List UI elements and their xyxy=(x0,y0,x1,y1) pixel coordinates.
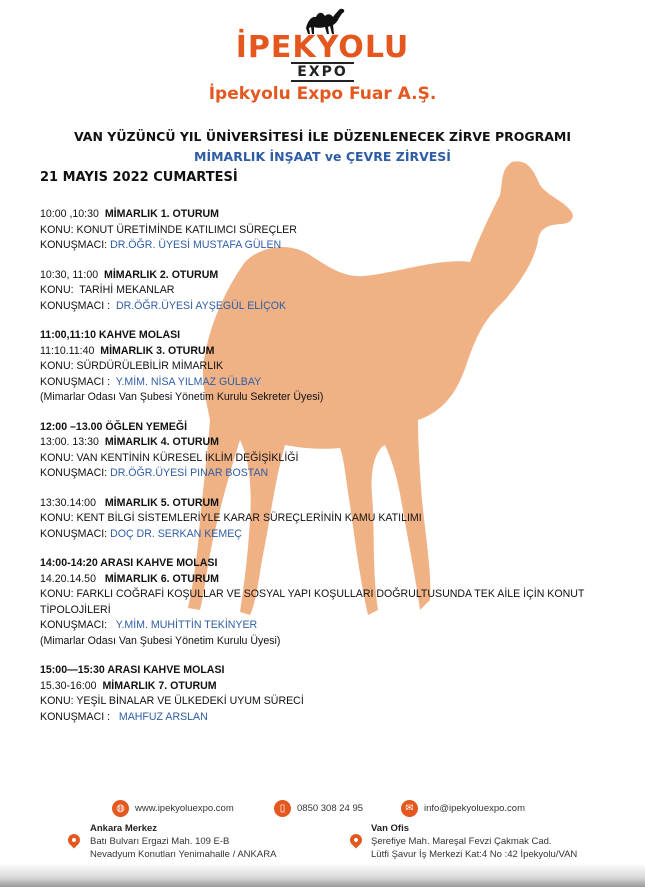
session-title: MİMARLIK 4. OTURUM xyxy=(104,436,219,448)
session-topic: KONU: KONUT ÜRETİMİNDE KATILIMCI SÜREÇLER xyxy=(40,223,297,236)
logo-wordmark: İPEKYOLU xyxy=(235,30,410,65)
speaker-name: DR.ÖĞR.ÜYESİ AYŞEGÜL ELİÇOK xyxy=(115,299,287,312)
session-block xyxy=(40,663,600,725)
session-title: MİMARLIK 1. OTURUM xyxy=(104,208,219,220)
session-title: MİMARLIK 7. OTURUM xyxy=(102,679,217,692)
logo-expo: EXPO xyxy=(0,64,645,80)
session-heading xyxy=(40,344,600,360)
location-pin-icon xyxy=(66,832,83,849)
session-topic: KONU: KENT BİLGİ SİSTEMLERİYLE KARAR SÜREÇLERİNİN KAMU KATILIMI xyxy=(40,512,422,524)
van-office-title: Van Ofis xyxy=(371,823,410,834)
session-time: 10:00 ,10:30 xyxy=(40,208,99,220)
van-address-line2: Lütfi Şavur İş Merkezi Kat:4 No :42 İpekyolu/VAN xyxy=(371,849,578,860)
session-speaker: KONUŞMACI: DR.ÖĞR.ÜYESİ PINAR BOSTAN xyxy=(40,467,269,479)
session-time: 11:10.11:40 xyxy=(40,344,95,357)
globe-icon: ◍ xyxy=(112,800,129,817)
ankara-office-title: Ankara Merkez xyxy=(90,823,158,834)
phone-number[interactable]: 0850 308 24 95 xyxy=(297,803,364,814)
speaker-name: DR.ÖĞR.ÜYESİ PINAR BOSTAN xyxy=(110,467,269,479)
session-time: 13:00. 13:30 xyxy=(40,436,99,448)
email-link[interactable]: info@ipekyoluexpo.com xyxy=(424,803,526,814)
van-address-line1: Şerefiye Mah. Mareşal Fevzi Çakmak Cad. xyxy=(371,836,552,847)
session-heading xyxy=(40,679,600,695)
session-speaker: KONUŞMACI : Y.MİM. NİSA YILMAZ GÜLBAY xyxy=(40,375,262,388)
bottom-bar xyxy=(0,863,645,887)
break-line: 11:00,11:10 KAHVE MOLASI xyxy=(40,329,181,341)
session-topic: KONU: FARKLI COĞRAFİ KOŞULLAR VE SOSYAL YAPI KOŞULLARI DOĞRULTUSUNDA TEK AİLE İÇİN KONUT TİPOLOJİLERİ xyxy=(40,588,585,616)
break-line: 15:00—15:30 ARASI KAHVE MOLASI xyxy=(40,664,225,676)
session-heading xyxy=(40,268,600,284)
session-time: 14.20.14.50 xyxy=(40,572,96,585)
speaker-note: (Mimarlar Odası Van Şubesi Yönetim Kurulu Üyesi) xyxy=(40,634,281,647)
session-speaker: KONUŞMACI: DOÇ DR. SERKAN KEMEÇ xyxy=(40,527,242,540)
speaker-name: DR.ÖĞR. ÜYESİ MUSTAFA GÜLEN xyxy=(110,239,282,251)
ankara-address-line2: Nevadyum Konutları Yenimahalle / ANKARA xyxy=(90,849,277,860)
session-title: MİMARLIK 2. OTURUM xyxy=(104,268,219,281)
session-block xyxy=(40,496,600,543)
program-list xyxy=(40,207,600,739)
session-speaker: KONUŞMACI : MAHFUZ ARSLAN xyxy=(40,710,208,723)
session-time: 15.30-16:00 xyxy=(40,679,97,692)
session-heading xyxy=(40,496,600,512)
session-heading xyxy=(40,435,600,451)
speaker-note: (Mimarlar Odası Van Şubesi Yönetim Kurulu Sekreter Üyesi) xyxy=(40,391,324,403)
break-line: 14:00-14:20 ARASI KAHVE MOLASI xyxy=(40,557,218,569)
ankara-address-line1: Batı Bulvarı Ergazi Mah. 109 E-B xyxy=(90,836,230,847)
summit-title: MİMARLIK İNŞAAT ve ÇEVRE ZİRVESİ xyxy=(194,149,451,164)
session-heading xyxy=(40,572,600,588)
program-title: VAN YÜZÜNCÜ YIL ÜNİVERSİTESİ İLE DÜZENLENECEK ZİRVE PROGRAMI xyxy=(73,129,572,144)
website-link[interactable]: www.ipekyoluexpo.com xyxy=(135,803,234,814)
session-time: 10:30, 11:00 xyxy=(40,268,99,281)
session-title: MİMARLIK 6. OTURUM xyxy=(104,572,219,585)
session-block xyxy=(40,268,600,315)
session-heading xyxy=(40,207,600,223)
location-pin-icon xyxy=(348,832,365,849)
session-topic: KONU: TARİHİ MEKANLAR xyxy=(40,284,175,296)
session-title: MİMARLIK 5. OTURUM xyxy=(104,496,219,509)
session-topic: KONU: VAN KENTİNİN KÜRESEL İKLİM DEĞİŞİKLİĞİ xyxy=(40,451,299,464)
session-block xyxy=(40,328,600,406)
session-speaker: KONUŞMACI : DR.ÖĞR.ÜYESİ AYŞEGÜL ELİÇOK xyxy=(40,299,287,312)
session-topic: KONU: YEŞİL BİNALAR VE ÜLKEDEKİ UYUM SÜRECİ xyxy=(40,695,304,707)
speaker-name: MAHFUZ ARSLAN xyxy=(118,710,208,723)
session-block xyxy=(40,207,600,254)
phone-icon: ▯ xyxy=(274,800,291,817)
company-name: İpekyolu Expo Fuar A.Ş. xyxy=(208,84,437,104)
session-block xyxy=(40,556,600,649)
session-speaker: KONUŞMACI: DR.ÖĞR. ÜYESİ MUSTAFA GÜLEN xyxy=(40,239,282,251)
session-title: MİMARLIK 3. OTURUM xyxy=(100,344,215,357)
session-time: 13:30.14:00 xyxy=(40,496,96,509)
break-line: 12:00 –13.00 ÖĞLEN YEMEĞİ xyxy=(40,420,188,433)
session-topic: KONU: SÜRDÜRÜLEBİLİR MİMARLIK xyxy=(40,360,224,372)
mail-icon: ✉ xyxy=(401,800,418,817)
footer xyxy=(0,790,645,887)
session-block xyxy=(40,420,600,482)
speaker-name: Y.MİM. MUHİTTİN TEKİNYER xyxy=(115,619,258,631)
speaker-name: DOÇ DR. SERKAN KEMEÇ xyxy=(110,527,242,540)
session-speaker: KONUŞMACI: Y.MİM. MUHİTTİN TEKİNYER xyxy=(40,619,258,631)
event-date: 21 MAYIS 2022 CUMARTESİ xyxy=(40,170,238,185)
speaker-name: Y.MİM. NİSA YILMAZ GÜLBAY xyxy=(115,375,262,388)
